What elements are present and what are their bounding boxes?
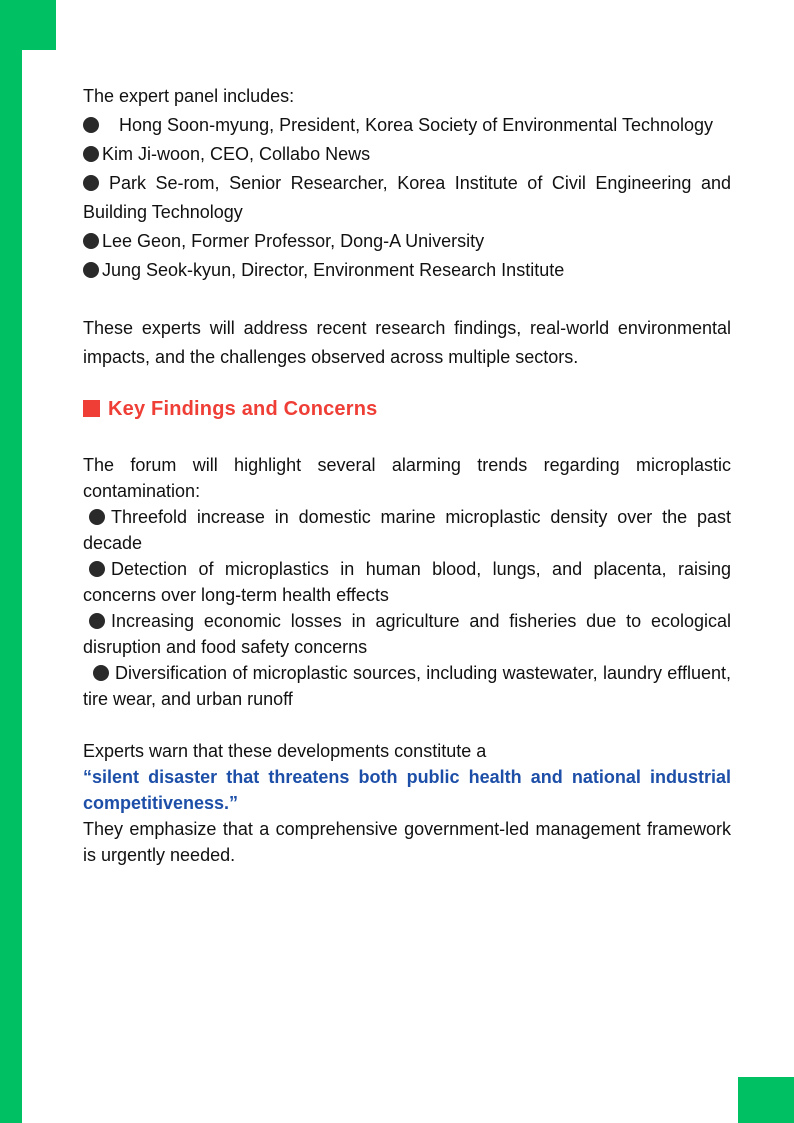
bullet-icon bbox=[83, 146, 99, 162]
left-accent-bar bbox=[0, 0, 22, 1123]
bullet-icon bbox=[89, 509, 105, 525]
bullet-icon bbox=[83, 233, 99, 249]
finding-item: Threefold increase in domestic marine microplastic density over the past decade bbox=[83, 507, 731, 553]
panel-member: Kim Ji-woon, CEO, Collabo News bbox=[83, 140, 731, 169]
panel-list bbox=[83, 111, 731, 285]
bullet-icon bbox=[89, 613, 105, 629]
section-heading: Key Findings and Concerns bbox=[83, 392, 731, 426]
warning-intro: Experts warn that these developments constitute a bbox=[83, 741, 487, 761]
finding-item: Increasing economic losses in agriculture and fisheries due to ecological disruption and food safety concerns bbox=[83, 611, 731, 657]
conclusion: They emphasize that a comprehensive government-led management framework is urgently needed. bbox=[83, 819, 731, 865]
bullet-icon bbox=[89, 561, 105, 577]
corner-accent-block bbox=[738, 1077, 794, 1123]
highlighted-quote: “silent disaster that threatens both public health and national industrial competitiveness.” bbox=[83, 767, 731, 813]
panel-member: Jung Seok-kyun, Director, Environment Research Institute bbox=[83, 256, 731, 285]
findings-intro: The forum will highlight several alarming trends regarding microplastic contamination: bbox=[83, 455, 731, 501]
finding-item: Diversification of microplastic sources, including wastewater, laundry effluent, tire wear, and urban runoff bbox=[83, 663, 731, 709]
top-accent-block bbox=[22, 0, 56, 50]
square-icon bbox=[83, 400, 100, 417]
findings-section bbox=[83, 452, 731, 868]
document-body bbox=[83, 82, 731, 868]
panel-summary: These experts will address recent research findings, real-world environmental impacts, and the challenges observed across multiple sectors. bbox=[83, 318, 731, 367]
bullet-icon bbox=[83, 262, 99, 278]
spacer bbox=[83, 712, 731, 738]
finding-item: Detection of microplastics in human blood, lungs, and placenta, raising concerns over long-term health effects bbox=[83, 559, 731, 605]
bullet-icon bbox=[93, 665, 109, 681]
bullet-icon bbox=[83, 175, 99, 191]
spacer bbox=[83, 285, 731, 314]
bullet-icon bbox=[83, 117, 99, 133]
panel-member: Lee Geon, Former Professor, Dong-A University bbox=[83, 227, 731, 256]
panel-member: Hong Soon-myung, President, Korea Society of Environmental Technology bbox=[83, 111, 731, 140]
panel-member: Park Se-rom, Senior Researcher, Korea Institute of Civil Engineering and Building Technology bbox=[83, 173, 731, 222]
panel-intro: The expert panel includes: bbox=[83, 86, 295, 106]
